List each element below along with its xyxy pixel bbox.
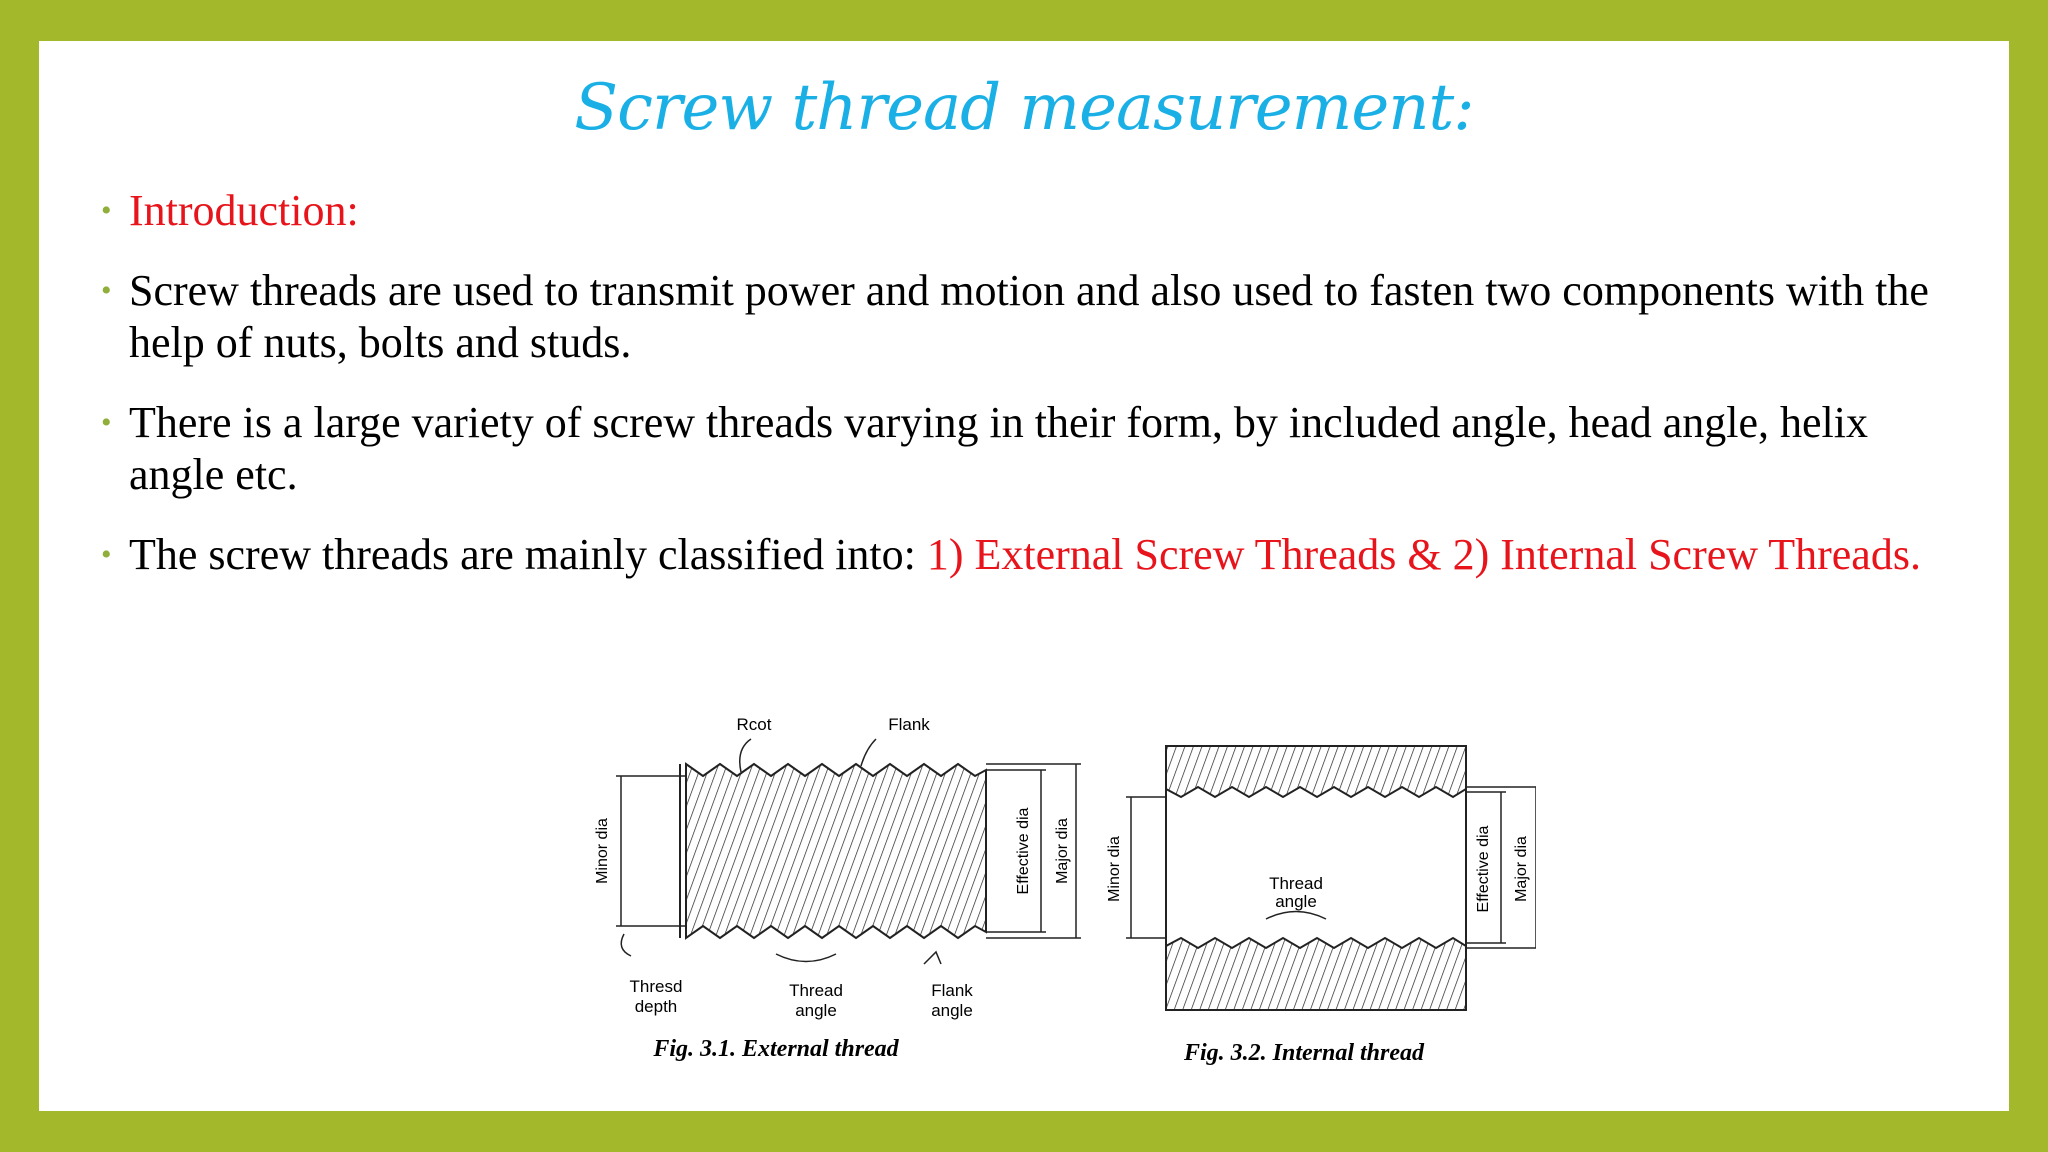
external-thread-body: [686, 764, 986, 938]
major-dia-label: Major dia: [1054, 818, 1071, 884]
thread-depth-leader: [621, 934, 631, 956]
thread-depth-label-line1: Thresd: [629, 977, 683, 996]
bullet-text: Introduction:: [129, 186, 359, 235]
thread-angle-label-line1: Thread: [789, 981, 843, 1000]
bullet-item: [99, 529, 1969, 581]
thread-figures: [576, 664, 1536, 1084]
internal-thread-angle-label-line1: Thread: [1269, 874, 1323, 893]
flank-label: Flank: [888, 715, 930, 734]
internal-thread-figure: [1106, 746, 1536, 1066]
bullet-text: There is a large variety of screw threads varying in their form, by included angle, head angle, helix angle etc.: [129, 398, 1868, 499]
thread-depth-label-line2: depth: [634, 997, 678, 1016]
internal-thread-top-body: [1166, 746, 1466, 797]
bullet-text: The screw threads are mainly classified into:: [129, 530, 927, 579]
flank-leader-line: [861, 739, 876, 766]
internal-major-dia-label: Major dia: [1513, 836, 1530, 902]
bullet-text: Screw threads are used to transmit power and motion and also used to fasten two components with the help of nuts, bolts and studs.: [129, 266, 1929, 367]
flank-angle-label-line1: Flank: [931, 981, 973, 1000]
thread-angle-label-line2: angle: [795, 1001, 837, 1020]
thread-diagrams-svg: [576, 664, 1536, 1084]
thread-angle-arc: [776, 954, 836, 962]
external-thread-caption: Fig. 3.1. External thread: [653, 1036, 899, 1062]
flank-angle-mark: [924, 952, 941, 964]
bullet-item: [99, 397, 1969, 501]
effective-dia-label: Effective dia: [1015, 807, 1032, 895]
bullet-dot-icon: •: [101, 194, 112, 227]
minor-dia-label: Minor dia: [594, 818, 611, 884]
bullet-dot-icon: •: [101, 406, 112, 439]
internal-thread-angle-arc: [1266, 912, 1326, 920]
internal-minor-dia-label: Minor dia: [1106, 836, 1123, 902]
bullet-dot-icon: •: [101, 538, 112, 571]
root-label: Rcot: [736, 715, 772, 734]
internal-thread-bottom-body: [1166, 938, 1466, 1010]
bullet-highlight-text: 1) External Screw Threads & 2) Internal Screw Threads.: [926, 530, 1921, 579]
external-thread-figure: [594, 715, 1081, 1062]
bullet-item: [99, 265, 1969, 369]
flank-angle-label-line2: angle: [931, 1001, 973, 1020]
bullet-introduction: [99, 185, 1969, 237]
internal-thread-angle-label-line2: angle: [1275, 892, 1317, 911]
slide: [39, 41, 2009, 1111]
internal-effective-dia-label: Effective dia: [1475, 825, 1492, 913]
bullet-dot-icon: •: [101, 274, 112, 307]
bullet-list: [99, 185, 1969, 609]
internal-thread-caption: Fig. 3.2. Internal thread: [1183, 1040, 1425, 1066]
slide-title: Screw thread measurement:: [574, 71, 1474, 145]
